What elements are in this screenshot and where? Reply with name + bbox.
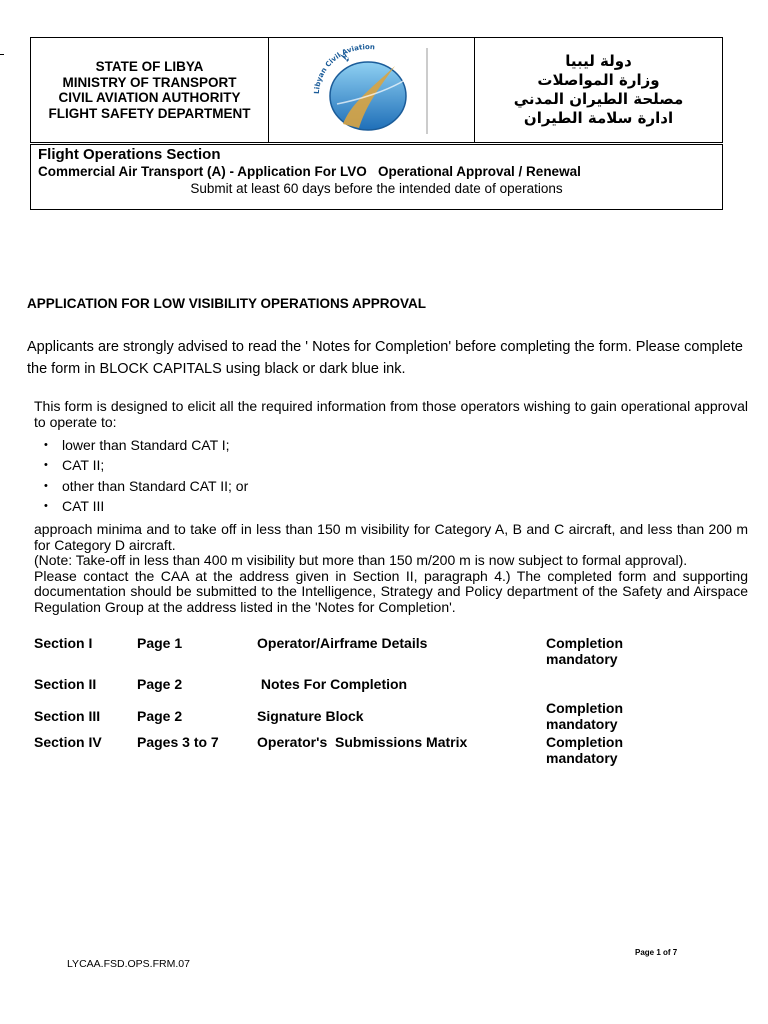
logo-cell: [269, 38, 475, 142]
body-paragraph: approach minima and to take off in less than 150 m visibility for Category A, B and C aircraft, and less than 200 m for Category D aircraft.: [34, 521, 748, 553]
logo-text: Libyan Civil Aviation: [312, 44, 376, 95]
section-page: Pages 3 to 7: [137, 734, 219, 750]
authority-line: CIVIL AVIATION AUTHORITY: [58, 90, 241, 105]
margin-mark: [0, 54, 4, 55]
section-status: Completion mandatory: [546, 635, 623, 667]
body-paragraph: (Note: Take-off in less than 400 m visibility but more than 150 m/200 m is now subject to formal approval).: [34, 552, 688, 568]
bullet-icon: •: [44, 459, 48, 472]
list-item: [44, 438, 248, 458]
authority-title-english: [31, 38, 269, 142]
list-item-text: lower than Standard CAT I;: [62, 437, 230, 453]
authority-line: STATE OF LIBYA: [95, 59, 204, 74]
section-title: Signature Block: [257, 708, 364, 724]
bullet-icon: •: [44, 439, 48, 451]
section-title: Operator's Submissions Matrix: [257, 734, 468, 750]
bullet-icon: •: [44, 479, 48, 492]
section-status: Completion mandatory: [546, 734, 623, 766]
section-title: Notes For Completion: [257, 676, 408, 692]
intro-paragraph: This form is designed to elicit all the required information from those operators wishing to gain operational approval to operate to:: [34, 398, 748, 430]
form-subtitle: Commercial Air Transport (A) - Application For LVO Operational Approval / Renewal: [38, 164, 581, 179]
section-title: Flight Operations Section: [38, 146, 221, 163]
authority-title-arabic: [475, 38, 722, 142]
list-item-text: CAT II;: [62, 457, 105, 474]
category-list: [44, 438, 248, 519]
authority-line-arabic: دولة ليبيا: [565, 52, 632, 70]
list-item: [44, 458, 248, 478]
section-name: Section II: [34, 676, 97, 692]
list-item: [44, 479, 248, 499]
authority-line: FLIGHT SAFETY DEPARTMENT: [48, 105, 251, 121]
section-page: Page 2: [137, 708, 183, 724]
authority-line: MINISTRY OF TRANSPORT: [62, 74, 237, 90]
page-title: APPLICATION FOR LOW VISIBILITY OPERATIONS APPROVAL: [27, 296, 427, 311]
authority-line-arabic: مصلحة الطيران المدني: [513, 90, 684, 108]
page-number: Page 1 of 7: [635, 948, 678, 957]
civil-aviation-logo-icon: [307, 44, 429, 138]
section-name: Section IV: [34, 734, 102, 750]
list-item-text: other than Standard CAT II; or: [62, 477, 249, 494]
form-code: LYCAA.FSD.OPS.FRM.07: [67, 958, 190, 970]
list-item: [44, 499, 248, 519]
advice-paragraph: Applicants are strongly advised to read the ' Notes for Completion' before completing the form. Please complete the form in BLOCK CAPITALS using black or dark blue ink.: [27, 339, 743, 377]
section-page: Page 2: [137, 676, 183, 692]
letterhead: [30, 37, 723, 143]
section-title: Operator/Airframe Details: [257, 635, 428, 651]
form-title-box: [30, 144, 723, 210]
section-status: Completion mandatory: [546, 700, 623, 732]
authority-line-arabic: ادارة سلامة الطيران: [523, 109, 674, 127]
bullet-icon: •: [44, 499, 48, 512]
body-text: [34, 522, 748, 615]
body-paragraph: Please contact the CAA at the address given in Section II, paragraph 4.) The completed form and supporting documentation should be submitted to the Intelligence, Strategy and Policy department of the Safety and Airspace Regulation Group at the address listed in the 'Notes for Completion'.: [34, 567, 748, 615]
section-name: Section I: [34, 635, 93, 651]
submission-note: Submit at least 60 days before the intended date of operations: [190, 181, 563, 196]
authority-line-arabic: وزارة المواصلات: [537, 71, 660, 89]
section-page: Page 1: [137, 635, 183, 651]
list-item-text: CAT III: [62, 497, 105, 514]
section-name: Section III: [34, 708, 101, 724]
